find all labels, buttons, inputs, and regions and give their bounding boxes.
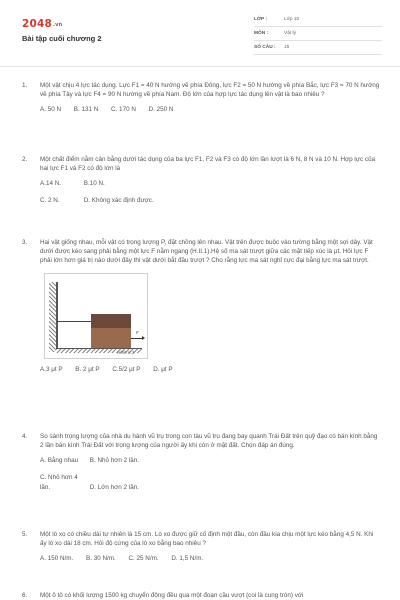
question-4 [22, 432, 380, 492]
option-d[interactable]: D. Lớn hơn 2 lần. [89, 483, 139, 491]
force-label: F [136, 330, 139, 336]
answer-options [40, 456, 380, 465]
question-text: Hai vật giống nhau, mỗi vật có trọng lượng P, đặt chồng lên nhau. Vật trên được buộc vào tường bằng một sợi dây. Vật dưới được kéo sang phải bằng một lực F nằm ngang (H.II.1).Hệ số ma sát trượt giữa các mặt tiếp xúc là μt. Hỏi lực F phải lớn hơn giá trị nào dưới đây thì vật dưới bắt đầu trượt ? Cho rằng lực ma sát nghỉ cực đại bằng lực ma sát trượt. [40, 239, 373, 265]
answer-options [40, 554, 380, 563]
question-6 [22, 591, 380, 600]
option-a[interactable]: A.14 N. [40, 180, 61, 188]
question-text: Một vật chịu 4 lực tác dụng. Lực F1 = 40 N hướng về phía Đông, lực F2 = 50 N hướng về phía Bắc, lực F3 = 70 N hướng về phía Tây và lực F4 = 90 N hướng về phía Nam. Độ lớn của hợp lực tác dụng lên vật là bao nhiêu ? [40, 82, 380, 99]
meta-subject: MÔN : Vật lý [254, 29, 382, 41]
question-number: 4. [22, 433, 28, 440]
option-a[interactable]: A. 150 N/m. [40, 555, 74, 563]
option-c[interactable]: C. 25 N/m. [128, 555, 159, 563]
meta-question-count: SỐ CÂU : 15 [254, 43, 382, 55]
question-text: Một ô tô có khối lượng 1500 kg chuyển động đều qua một đoạn cầu vượt (coi là cung tròn) với [40, 592, 304, 599]
option-c[interactable]: C. Nhỏ hơn 4 lần. [40, 474, 78, 491]
answer-options [40, 196, 380, 205]
wall-edge [56, 282, 58, 350]
option-c[interactable]: C. 2 N. [40, 197, 60, 205]
figure-h-ii-1 [44, 273, 148, 359]
answer-options [40, 179, 380, 188]
option-a[interactable]: A. Bằng nhau [40, 457, 79, 465]
question-number: 1. [22, 82, 28, 89]
answer-options [40, 473, 380, 491]
option-d[interactable]: D. μt P [153, 366, 173, 374]
lower-block [91, 328, 131, 348]
question-3 [22, 238, 380, 375]
option-b[interactable]: B. 131 N [73, 106, 99, 114]
question-text: Một chất điểm nằm cân bằng dưới tác dụng của ba lực F1, F2 và F3 có độ lớn lần lượt là 6 N, 8 N và 10 N. Hợp lực của hai lực F1 và F2 có độ lớn là [40, 156, 376, 173]
question-5 [22, 530, 380, 563]
option-b[interactable]: B. 30 N/m. [86, 555, 116, 563]
site-logo[interactable]: 2048.vn [22, 18, 63, 30]
question-text: Một lò xo có chiều dài tự nhiên là 15 cm. Lò xo được giữ cố định một đầu, còn đầu kia chịu một lực kéo bằng 4,5 N. Khi ấy lò xo dài 18 cm. Hỏi độ cứng của lò xo bằng bao nhiêu ? [40, 531, 374, 548]
option-d[interactable]: D. 250 N [148, 106, 174, 114]
question-text: So sánh trọng lượng của nhà du hành vũ trụ trong con tàu vũ trụ đang bay quanh Trái Đất trên quỹ đạo có bán kính bằng 2 lần bán kính Trái Đất với trọng lượng của người ấy khi còn ở mặt đất. Chọn đáp án đúng. [40, 433, 378, 450]
question-number: 3. [22, 239, 28, 246]
wall-hatch [49, 282, 56, 352]
question-2 [22, 155, 380, 206]
rope [57, 321, 91, 322]
question-number: 5. [22, 531, 28, 538]
option-a[interactable]: A. 50 N [40, 106, 61, 114]
question-number: 6. [22, 592, 28, 599]
answer-options [40, 365, 380, 374]
option-d[interactable]: D. Không xác định được. [83, 197, 154, 205]
option-d[interactable]: D. 1,5 N/m. [171, 555, 204, 563]
option-b[interactable]: B. 2 μt P [75, 366, 100, 374]
force-arrow-icon [131, 338, 143, 339]
header [0, 0, 400, 62]
option-a[interactable]: A.3 μt P [40, 366, 63, 374]
meta-class: LỚP : Lớp 10 [254, 15, 382, 27]
option-c[interactable]: C.5/2 μt P [112, 366, 141, 374]
question-number: 2. [22, 156, 28, 163]
answer-options [40, 105, 380, 114]
figure-caption: Hình II.1 [117, 350, 135, 356]
option-b[interactable]: B.10 N. [83, 180, 105, 188]
option-c[interactable]: C. 170 N [111, 106, 136, 114]
option-b[interactable]: B. Nhỏ hơn 2 lần. [89, 457, 140, 465]
header-divider [0, 66, 400, 67]
upper-block [91, 314, 131, 328]
question-1 [22, 81, 380, 114]
page-title: Bài tập cuối chương 2 [22, 34, 102, 43]
